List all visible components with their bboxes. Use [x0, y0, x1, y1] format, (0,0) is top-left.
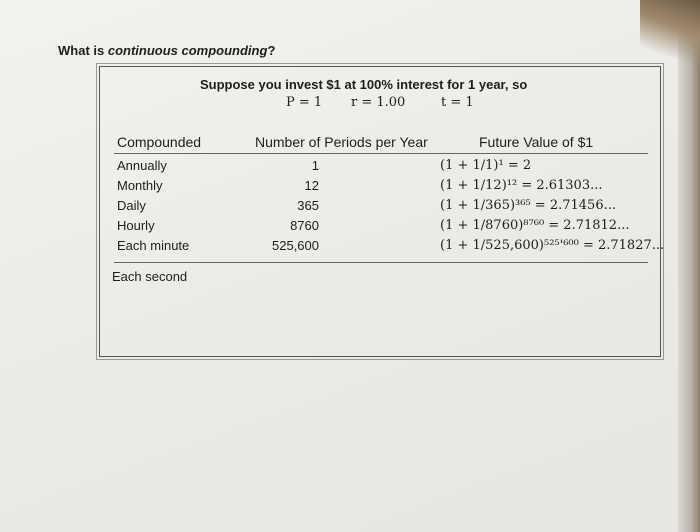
table-row: [0, 198, 700, 218]
question-emphasis: continuous compounding: [107, 43, 268, 58]
row-periods: 12: [304, 178, 319, 193]
table-row: [0, 158, 700, 178]
row-periods: 1: [311, 158, 319, 173]
row-label-each-second: Each second: [112, 269, 188, 284]
header-compounded: Compounded: [117, 134, 202, 150]
row-periods: 8760: [290, 218, 319, 233]
background-edge: [678, 0, 700, 532]
row-periods: 525,600: [272, 238, 319, 253]
row-label: Annually: [117, 158, 167, 173]
param-t: t = 1: [441, 95, 474, 110]
row-periods: 365: [297, 198, 319, 213]
question-prefix: What is: [58, 43, 108, 58]
question-suffix: ?: [267, 43, 276, 58]
row-label: Hourly: [117, 218, 155, 233]
background-corner: [640, 0, 700, 70]
question-heading: [58, 43, 275, 58]
table-bottom-rule: [114, 262, 648, 263]
header-periods: Number of Periods per Year: [255, 134, 428, 150]
row-label: Daily: [117, 198, 146, 213]
table-row: [0, 178, 700, 198]
header-future-value: Future Value of $1: [479, 134, 594, 150]
table-row: [0, 238, 700, 258]
row-formula: (1 + 1/12)¹² = 2.61303...: [440, 178, 603, 193]
table-top-rule: [114, 153, 648, 154]
row-label: Each minute: [117, 238, 190, 253]
row-formula: (1 + 1/365)³⁶⁵ = 2.71456...: [440, 198, 616, 213]
row-label: Monthly: [117, 178, 163, 193]
table-row: [0, 218, 700, 238]
intro-sentence: Suppose you invest $1 at 100% interest for 1 year, so: [200, 77, 528, 92]
param-p: P = 1: [286, 95, 323, 110]
param-r: r = 1.00: [351, 95, 406, 110]
row-formula: (1 + 1/525,600)⁵²⁵'⁶⁰⁰ = 2.71827...: [440, 238, 665, 253]
row-formula: (1 + 1/8760)⁸⁷⁶⁰ = 2.71812...: [440, 218, 630, 233]
row-formula: (1 + 1/1)¹ = 2: [440, 158, 532, 173]
